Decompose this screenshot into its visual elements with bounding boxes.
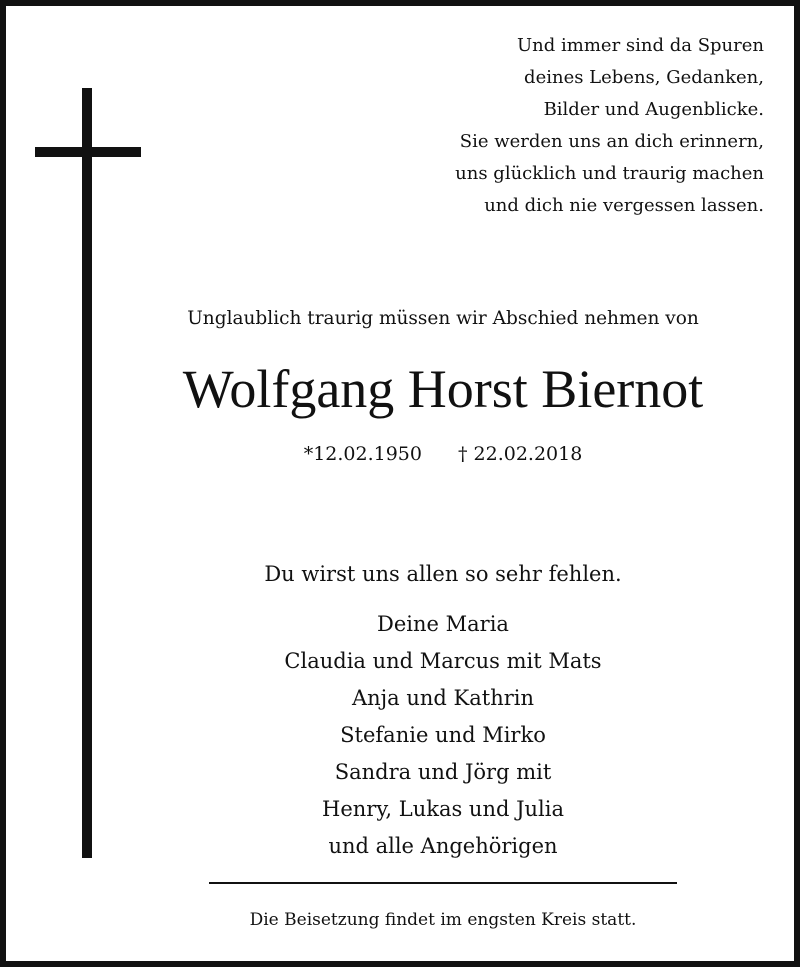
poem-line: und dich nie vergessen lassen. xyxy=(484,195,764,216)
mourner-line: Stefanie und Mirko xyxy=(340,723,546,747)
farewell-message: Du wirst uns allen so sehr fehlen. xyxy=(264,562,622,586)
burial-note: Die Beisetzung findet im engsten Kreis statt. xyxy=(249,910,637,930)
mourners-list xyxy=(0,606,800,865)
mourner-line: Claudia und Marcus mit Mats xyxy=(284,649,602,673)
birth-date: *12.02.1950 xyxy=(303,443,422,465)
divider-line xyxy=(209,882,677,884)
cross-horizontal-bar xyxy=(35,147,141,157)
intro-text: Unglaublich traurig müssen wir Abschied nehmen von xyxy=(187,308,699,329)
poem-line: uns glücklich und traurig machen xyxy=(455,163,764,184)
mourner-line: Henry, Lukas und Julia xyxy=(322,797,564,821)
deceased-name: Wolfgang Horst Biernot xyxy=(182,359,704,419)
death-date: † 22.02.2018 xyxy=(457,443,583,465)
poem-line: deines Lebens, Gedanken, xyxy=(524,67,764,88)
mourner-line: Deine Maria xyxy=(377,612,509,636)
poem-line: Und immer sind da Spuren xyxy=(517,35,764,56)
mourner-line: Anja und Kathrin xyxy=(351,686,535,710)
mourner-line: und alle Angehörigen xyxy=(328,834,558,858)
life-dates xyxy=(0,443,800,465)
poem-line: Sie werden uns an dich erinnern, xyxy=(459,131,764,152)
mourner-line: Sandra und Jörg mit xyxy=(334,760,552,784)
poem-line: Bilder und Augenblicke. xyxy=(543,99,764,120)
poem xyxy=(344,30,764,222)
